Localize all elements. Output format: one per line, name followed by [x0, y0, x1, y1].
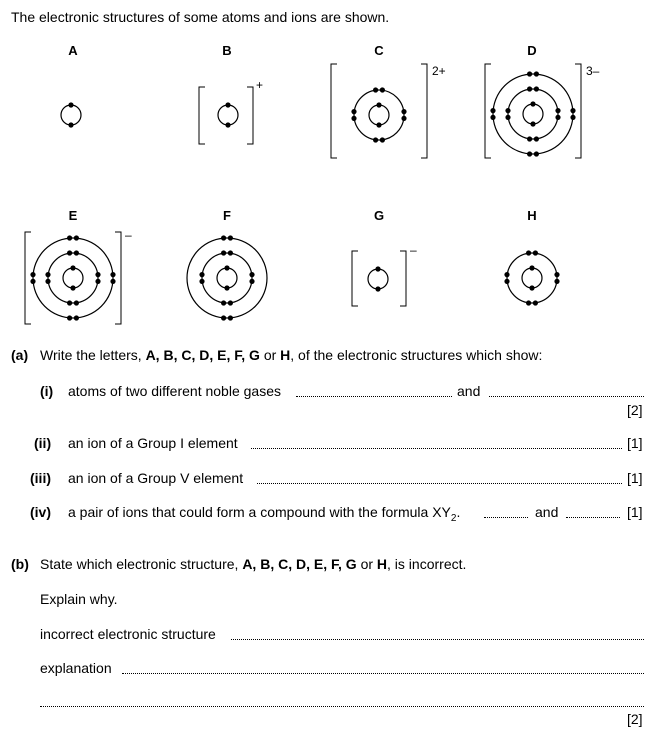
electron-shell — [48, 253, 98, 303]
electron — [70, 265, 75, 270]
electron — [224, 265, 229, 270]
sub-ii-number: (ii) — [34, 435, 52, 451]
part-a-or: or — [263, 347, 277, 363]
left-bracket — [485, 64, 491, 158]
electron — [505, 115, 510, 120]
electron — [505, 108, 510, 113]
electron — [228, 300, 233, 305]
sub-ii-text: an ion of a Group I element — [68, 435, 238, 451]
electron — [375, 266, 380, 271]
explanation-label: explanation — [40, 660, 112, 676]
sub-iii-answer-line[interactable] — [257, 483, 622, 484]
electron-shell — [63, 268, 83, 288]
electron — [527, 71, 532, 76]
electron — [490, 108, 495, 113]
charge-e: – — [125, 228, 132, 242]
electron — [530, 101, 535, 106]
electron — [95, 272, 100, 277]
part-a-number: (a) — [11, 347, 29, 363]
part-b-letters: A, B, C, D, E, F, G — [242, 556, 357, 572]
part-a-stem-after: , of the electronic structures which show: — [290, 347, 543, 363]
sub-i-text: atoms of two different noble gases — [68, 383, 281, 399]
electron — [570, 115, 575, 120]
electron — [67, 250, 72, 255]
part-b-mark: [2] — [627, 711, 643, 727]
sub-iii-text: an ion of a Group V element — [68, 470, 244, 486]
electron — [221, 300, 226, 305]
left-bracket — [331, 64, 337, 158]
part-b-explain: Explain why. — [40, 591, 118, 607]
sub-iii-number: (iii) — [30, 470, 51, 486]
intro-text: The electronic structures of some atoms and ions are shown. — [11, 9, 390, 25]
charge-c: 2+ — [432, 64, 446, 78]
electron — [533, 300, 538, 305]
electron — [351, 116, 356, 121]
electron — [30, 279, 35, 284]
structure-label-b: B — [222, 43, 232, 58]
electron-shell — [493, 74, 573, 154]
electron — [74, 300, 79, 305]
electron-shell — [218, 105, 238, 125]
part-a-last-letter: H — [280, 347, 291, 363]
electron — [199, 279, 204, 284]
structure-label-c: C — [374, 43, 384, 58]
structure-label-e: E — [68, 208, 78, 223]
part-a-letters: A, B, C, D, E, F, G — [145, 347, 260, 363]
part-b-stem-after: , is incorrect. — [387, 556, 467, 572]
charge-d: 3– — [586, 64, 600, 78]
electron — [221, 315, 226, 320]
sub-i-number: (i) — [40, 383, 54, 399]
part-a-stem-before: Write the letters, — [40, 347, 142, 363]
part-a-stem — [40, 347, 542, 363]
electron — [380, 137, 385, 142]
sub-i-and: and — [457, 383, 481, 399]
electron-shell — [368, 269, 388, 289]
electron — [221, 235, 226, 240]
sub-iv-answer-line-1[interactable] — [484, 517, 528, 518]
left-bracket — [25, 232, 31, 324]
electron — [70, 285, 75, 290]
electron — [529, 265, 534, 270]
electron — [110, 272, 115, 277]
electron — [95, 279, 100, 284]
electron-shell — [217, 268, 237, 288]
charge-g: – — [410, 243, 417, 257]
sub-iv-text: a pair of ions that could form a compound with the formula $XY_2$. — [68, 504, 461, 524]
part-b-last-letter: H — [376, 556, 388, 572]
electron — [351, 109, 356, 114]
electron — [534, 71, 539, 76]
electron — [380, 87, 385, 92]
right-bracket — [575, 64, 581, 158]
sub-iv-text-main: a pair of ions that could form a compound with the formula XY — [68, 504, 451, 520]
electron-shell — [369, 105, 389, 125]
electron — [555, 115, 560, 120]
part-b-stem-before: State which electronic structure, — [40, 556, 239, 572]
electron — [249, 279, 254, 284]
incorrect-structure-label: incorrect electronic structure — [40, 626, 216, 642]
left-bracket — [199, 87, 205, 144]
charge-b: + — [256, 78, 264, 92]
electronic-structure-diagrams — [0, 0, 664, 340]
structure-label-a: A — [68, 43, 78, 58]
electron — [249, 272, 254, 277]
electron — [504, 272, 509, 277]
sub-iv-subscript: 2 — [450, 512, 457, 524]
electron-shell — [507, 253, 557, 303]
structure-label-h: H — [527, 208, 537, 223]
electron — [401, 116, 406, 121]
electron — [68, 102, 73, 107]
sub-iv-and: and — [535, 504, 559, 520]
part-b-or: or — [360, 556, 374, 572]
sub-iv-answer-line-2[interactable] — [566, 517, 620, 518]
electron — [224, 285, 229, 290]
part-b-stem — [40, 556, 466, 572]
electron — [375, 286, 380, 291]
sub-i-answer-line-1[interactable] — [296, 396, 452, 397]
electron — [373, 87, 378, 92]
sub-iv-number: (iv) — [30, 504, 51, 520]
electron — [30, 272, 35, 277]
electron — [228, 315, 233, 320]
structure-label-f: F — [223, 208, 231, 223]
structure-label-g: G — [373, 208, 385, 223]
electron-shell — [202, 253, 252, 303]
electron — [504, 279, 509, 284]
right-bracket — [400, 251, 406, 306]
incorrect-structure-answer-line[interactable] — [231, 639, 644, 640]
explanation-answer-line-2[interactable] — [40, 706, 644, 707]
electron — [228, 235, 233, 240]
electron-shell — [33, 238, 113, 318]
electron — [490, 115, 495, 120]
sub-i-mark: [2] — [627, 402, 643, 418]
electron — [527, 136, 532, 141]
electron — [534, 86, 539, 91]
electron — [110, 279, 115, 284]
electron — [228, 250, 233, 255]
electron — [74, 250, 79, 255]
electron — [555, 108, 560, 113]
electron — [526, 300, 531, 305]
electron — [534, 136, 539, 141]
electron — [526, 250, 531, 255]
electron — [570, 108, 575, 113]
explanation-answer-line-1[interactable] — [122, 673, 644, 674]
electron — [74, 235, 79, 240]
electron — [554, 272, 559, 277]
electron — [376, 122, 381, 127]
electron-shell — [508, 89, 558, 139]
electron — [45, 272, 50, 277]
electron — [527, 151, 532, 156]
electron — [534, 151, 539, 156]
electron — [529, 285, 534, 290]
electron-shell — [522, 268, 542, 288]
structure-label-d: D — [527, 43, 537, 58]
electron — [68, 122, 73, 127]
electron-shell — [354, 90, 404, 140]
electron — [527, 86, 532, 91]
part-b-number: (b) — [11, 556, 29, 572]
sub-ii-mark: [1] — [627, 435, 643, 451]
electron — [373, 137, 378, 142]
electron — [401, 109, 406, 114]
right-bracket — [115, 232, 121, 324]
sub-iv-mark: [1] — [627, 504, 643, 520]
left-bracket — [352, 251, 358, 306]
sub-ii-answer-line[interactable] — [251, 448, 622, 449]
right-bracket — [247, 87, 253, 144]
electron — [376, 102, 381, 107]
electron — [533, 250, 538, 255]
electron — [225, 102, 230, 107]
electron-shell — [187, 238, 267, 318]
sub-iii-mark: [1] — [627, 470, 643, 486]
electron — [554, 279, 559, 284]
electron — [225, 122, 230, 127]
right-bracket — [421, 64, 427, 158]
electron — [67, 235, 72, 240]
electron — [67, 300, 72, 305]
electron — [221, 250, 226, 255]
electron-shell — [523, 104, 543, 124]
electron-shell — [61, 105, 81, 125]
sub-i-answer-line-2[interactable] — [489, 396, 644, 397]
electron — [199, 272, 204, 277]
electron — [67, 315, 72, 320]
electron — [45, 279, 50, 284]
electron — [74, 315, 79, 320]
electron — [530, 121, 535, 126]
